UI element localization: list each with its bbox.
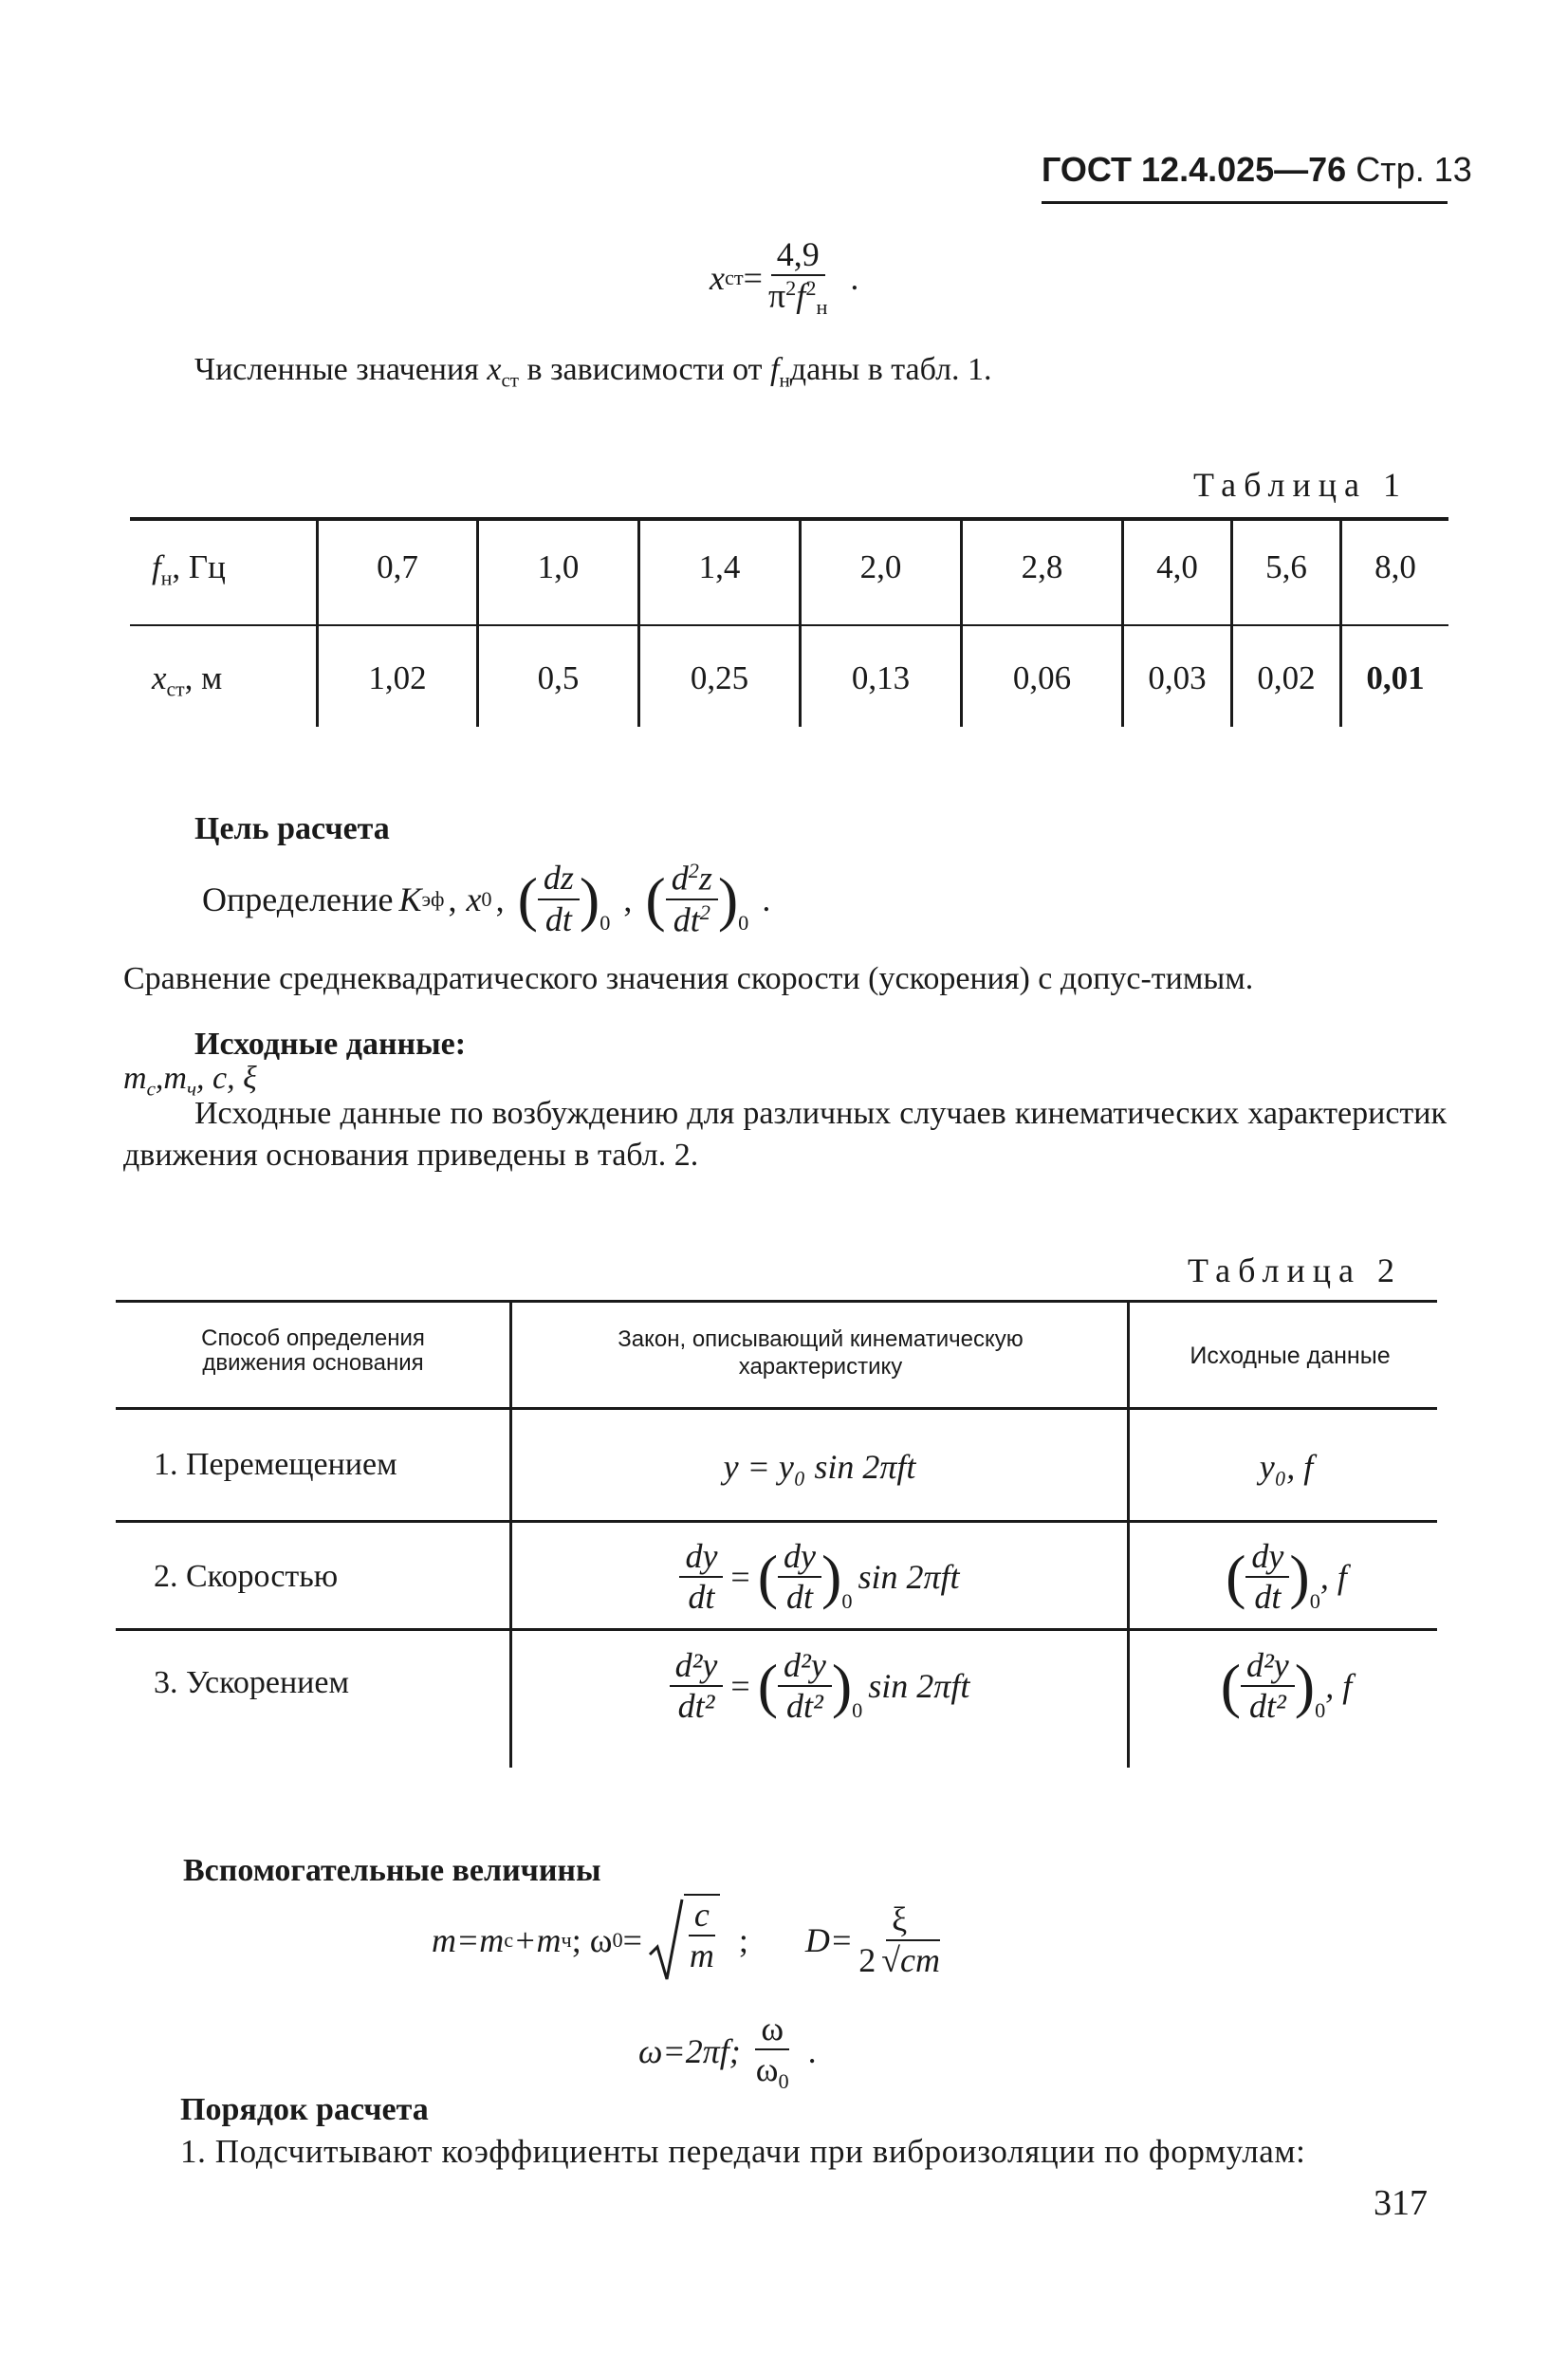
table1-cell: 8,0 bbox=[1374, 548, 1416, 585]
table2-row2-law: $\frac{dy}{dt}$ = ( $\frac{dy}{dt}$ ) 0 sin 2πft bbox=[512, 1537, 1127, 1618]
table1-cell: 0,06 bbox=[1012, 659, 1072, 696]
table1-cell: 1,02 bbox=[368, 659, 427, 696]
xst-fraction: $\frac{4,9}{\pi^2f^2_н}$ bbox=[767, 235, 828, 320]
table1-row2-label: $x_{ст}$, м bbox=[152, 659, 223, 701]
goal-definition: Определение K эф , x 0 , ( $\frac{dz}{dt}$ ) 0 , ( $\frac{d^2z}{dt^2}$ ) 0 . bbox=[202, 859, 771, 938]
table2-row1-method: 1. Перемещением bbox=[154, 1447, 397, 1482]
sqrt-sign bbox=[646, 1898, 684, 1983]
table2-row-rule bbox=[116, 1520, 1437, 1523]
table2-row2-method: 2. Скоростью bbox=[154, 1559, 339, 1594]
table1-top-rule bbox=[130, 517, 1448, 521]
table2-header-rule bbox=[116, 1407, 1437, 1410]
goal-heading: Цель расчета bbox=[194, 811, 390, 846]
comparison-text: Сравнение среднеквадратического значения скорости (ускорения) с допус-тимым. bbox=[123, 961, 1254, 996]
table1-caption: Таблица 1 bbox=[1193, 466, 1408, 504]
table2-row3-law: $\frac{\text{d²y}}{\text{dt²}}$ = ( $\frac{\text{d²y}}{\text{dt²}}$ ) 0 sin 2πft bbox=[512, 1646, 1127, 1727]
input-vars: $m_с,m_ч$, c, ξ bbox=[123, 1061, 257, 1101]
table1-cell: 0,03 bbox=[1148, 659, 1207, 696]
table1-cell: 0,02 bbox=[1257, 659, 1316, 696]
table1-cell: 5,6 bbox=[1265, 548, 1307, 585]
page-ref: Стр. 13 bbox=[1356, 150, 1472, 189]
table2-row1-law: y = y₀ sin 2πft bbox=[723, 1448, 916, 1486]
table2-header-law: Закон, описывающий кинематическую характеристику bbox=[618, 1326, 1024, 1380]
aux-heading: Вспомогательные величины bbox=[183, 1853, 601, 1888]
table2-header-input: Исходные данные bbox=[1190, 1343, 1391, 1369]
aux-formula-line1: m=m с +m ч ; ω 0 = $\frac{c}{m}$ ; D= $\frac{\xi}{2 √cm}$ bbox=[432, 1898, 946, 1983]
table1-cell: 0,7 bbox=[377, 548, 418, 585]
input-heading: Исходные данные: bbox=[194, 1027, 467, 1062]
table1-cell: 1,4 bbox=[698, 548, 741, 585]
formula-xst: x ст = $\frac{4,9}{\pi^2f^2_н}$ . bbox=[710, 235, 859, 320]
table2-row3-method: 3. Ускорением bbox=[154, 1665, 349, 1700]
order-step1: 1. Подсчитывают коэффициенты передачи при виброизоляции по формулам: bbox=[180, 2133, 1306, 2170]
input-text: Исходные данные по возбуждению для различных случаев кинематических характеристик движения основания приведены в табл. 2. bbox=[123, 1096, 1447, 1174]
table2-row3-input: ( $\frac{\text{d²y}}{\text{dt²}}$ ) 0 , f bbox=[1220, 1646, 1353, 1726]
table1-mid-rule bbox=[130, 624, 1448, 626]
table1-cell: 2,0 bbox=[859, 548, 902, 585]
table2-row2-input: ( $\frac{dy}{dt}$ ) 0 , f bbox=[1226, 1537, 1347, 1617]
table1-cell: 0,5 bbox=[537, 659, 580, 696]
intro-paragraph: Численные значения $x_{ст}$ в зависимости от $f_нданы$ в табл. 1. bbox=[194, 352, 992, 392]
page-number: 317 bbox=[1374, 2183, 1428, 2223]
table1-cell: 0,13 bbox=[851, 659, 911, 696]
table1-cell: 0,25 bbox=[690, 659, 749, 696]
table1-cell: 0,01 bbox=[1366, 659, 1425, 696]
table2-caption: Таблица 2 bbox=[1188, 1251, 1402, 1289]
aux-formula-line2: ω=2πf; $\frac{\omega}{\omega_0}$ . bbox=[638, 2010, 817, 2094]
table1-cell: 4,0 bbox=[1156, 548, 1198, 585]
table2-row1-input: y₀, f bbox=[1259, 1448, 1314, 1486]
gost-number: ГОСТ 12.4.025—76 bbox=[1042, 150, 1347, 189]
table1-cell: 2,8 bbox=[1021, 548, 1063, 585]
order-heading: Порядок расчета bbox=[180, 2092, 429, 2127]
table2-top-rule bbox=[116, 1300, 1437, 1303]
header-rule bbox=[1042, 201, 1448, 204]
table2-row-rule bbox=[116, 1628, 1437, 1631]
table1-row1-label: $f_н$, Гц bbox=[152, 548, 226, 590]
table2-header-method: Способ определения движения основания bbox=[201, 1325, 425, 1377]
gost-header bbox=[1042, 150, 1472, 190]
table1-cell: 1,0 bbox=[537, 548, 580, 585]
